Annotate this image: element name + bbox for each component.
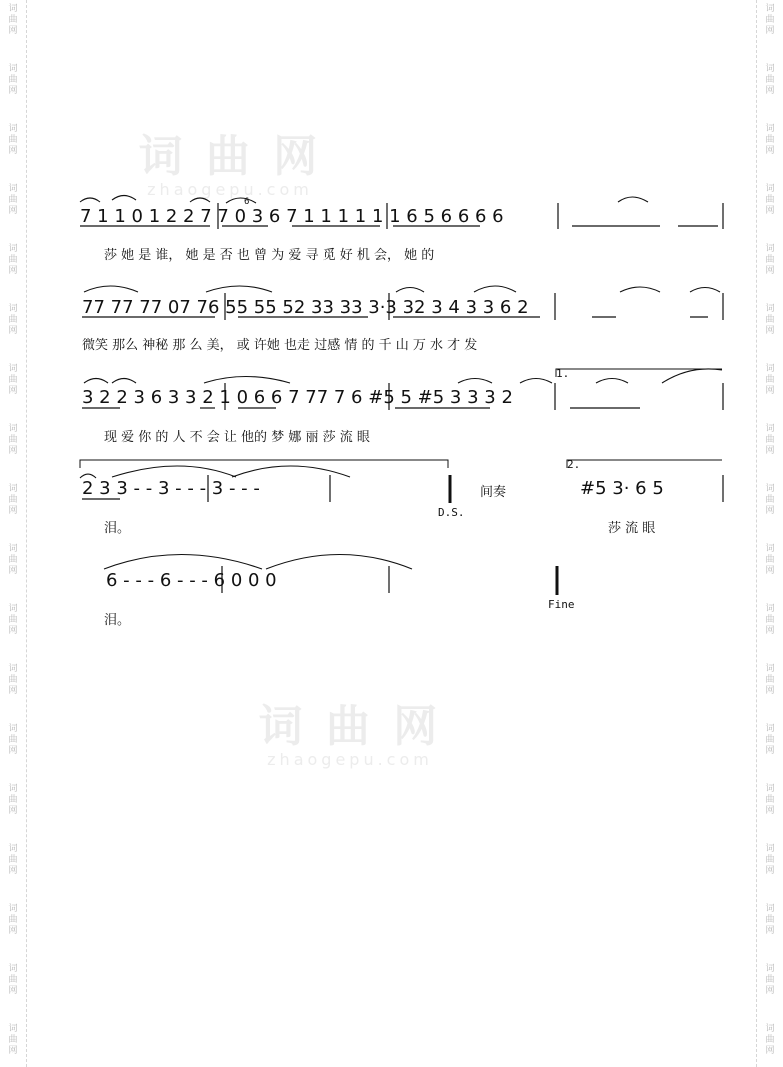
- side-watermark-text: 词 曲 网: [8, 244, 18, 276]
- lyric-row-4: 泪。: [104, 521, 131, 536]
- side-watermark-text: 词 曲 网: [8, 304, 18, 336]
- side-watermark-text: 词 曲 网: [8, 484, 18, 516]
- side-watermark-text: 词 曲 网: [765, 484, 775, 516]
- side-watermark-text: 词 曲 网: [8, 1024, 18, 1056]
- side-watermark-text: 词 曲 网: [8, 64, 18, 96]
- side-watermark-text: 词 曲 网: [8, 664, 18, 696]
- side-watermark-text: 词 曲 网: [765, 604, 775, 636]
- notation-row-5: 6 - - - 6 - - - 6 0 0 0: [106, 570, 277, 591]
- side-watermark-text: 词 曲 网: [765, 244, 775, 276]
- side-watermark-text: 词 曲 网: [8, 544, 18, 576]
- side-watermark-text: 词 曲 网: [765, 364, 775, 396]
- lyric-row-1: 莎 她 是 谁， 她 是 否 也 曾 为 爱 寻 觅 好 机 会， 她 的: [104, 248, 435, 263]
- lyric-row-3: 现 爱 你 的 人 不 会 让 他的 梦 娜 丽 莎 流 眼: [104, 430, 370, 445]
- watermark-logo-bottom: 词 曲 网 zhaogepu.com: [258, 701, 442, 769]
- fine-mark: Fine: [548, 598, 575, 611]
- volta-1-label: 1.: [556, 367, 570, 380]
- side-watermark-text: 词 曲 网: [765, 304, 775, 336]
- side-watermark-text: 词 曲 网: [765, 424, 775, 456]
- side-watermark-text: 词 曲 网: [765, 1024, 775, 1056]
- side-watermark-text: 词 曲 网: [765, 184, 775, 216]
- side-watermark-text: 词 曲 网: [765, 664, 775, 696]
- side-watermark-text: 词 曲 网: [8, 904, 18, 936]
- side-watermark-text: 词 曲 网: [8, 4, 18, 36]
- side-watermark-text: 词 曲 网: [8, 184, 18, 216]
- side-watermark-text: 词 曲 网: [765, 124, 775, 156]
- side-watermark-text: 词 曲 网: [8, 364, 18, 396]
- side-watermark-text: 词 曲 网: [765, 844, 775, 876]
- side-watermark-text: 词 曲 网: [765, 964, 775, 996]
- ds-mark: D.S.: [438, 506, 465, 519]
- side-watermark-text: 词 曲 网: [765, 544, 775, 576]
- side-watermark-text: 词 曲 网: [8, 964, 18, 996]
- side-watermark-text: 词 曲 网: [8, 424, 18, 456]
- side-watermark-text: 词 曲 网: [8, 724, 18, 756]
- notation-row-1: 7 1 1 0 1 2 2 7 7 0 3 6 7 1 1 1 1 1 1 6 5 6 6 6 6: [80, 206, 504, 227]
- volta-2-label: 2.: [567, 458, 581, 471]
- side-watermark-text: 词 曲 网: [765, 904, 775, 936]
- side-watermark-text: 词 曲 网: [765, 4, 775, 36]
- lyric-volta-2: 莎 流 眼: [608, 521, 656, 536]
- side-watermark-text: 词 曲 网: [8, 784, 18, 816]
- lyric-row-2: 微笑 那么 神秘 那 么 美， 或 许她 也走 过感 情 的 千 山 万 水 才 发: [82, 338, 478, 353]
- watermark-logo-top: 词 曲 网 zhaogepu.com: [138, 131, 322, 199]
- side-watermark-text: 词 曲 网: [8, 124, 18, 156]
- side-watermark-text: 词 曲 网: [8, 604, 18, 636]
- octave-six-mark: 6: [244, 197, 250, 207]
- side-watermark-text: 词 曲 网: [765, 784, 775, 816]
- interlude-label: 间奏: [480, 485, 507, 500]
- side-watermark-text: 词 曲 网: [8, 844, 18, 876]
- notation-row-3: 3 2 2 3 6 3 3 2 1 0 6 6 7 77 7 6 #5 5 #5 3 3 3 2: [82, 387, 513, 408]
- notation-row-2: 77 77 77 07 76 55 55 52 33 33 3·3 32 3 4 3 3 6 2: [82, 297, 529, 318]
- lyric-row-5: 泪。: [104, 613, 131, 628]
- notation-volta-2: #5 3· 6 5: [580, 478, 664, 499]
- notation-row-4: 2 3 3 - - 3 - - - 3 - - -: [82, 478, 260, 499]
- side-watermark-text: 词 曲 网: [765, 724, 775, 756]
- side-watermark-text: 词 曲 网: [765, 64, 775, 96]
